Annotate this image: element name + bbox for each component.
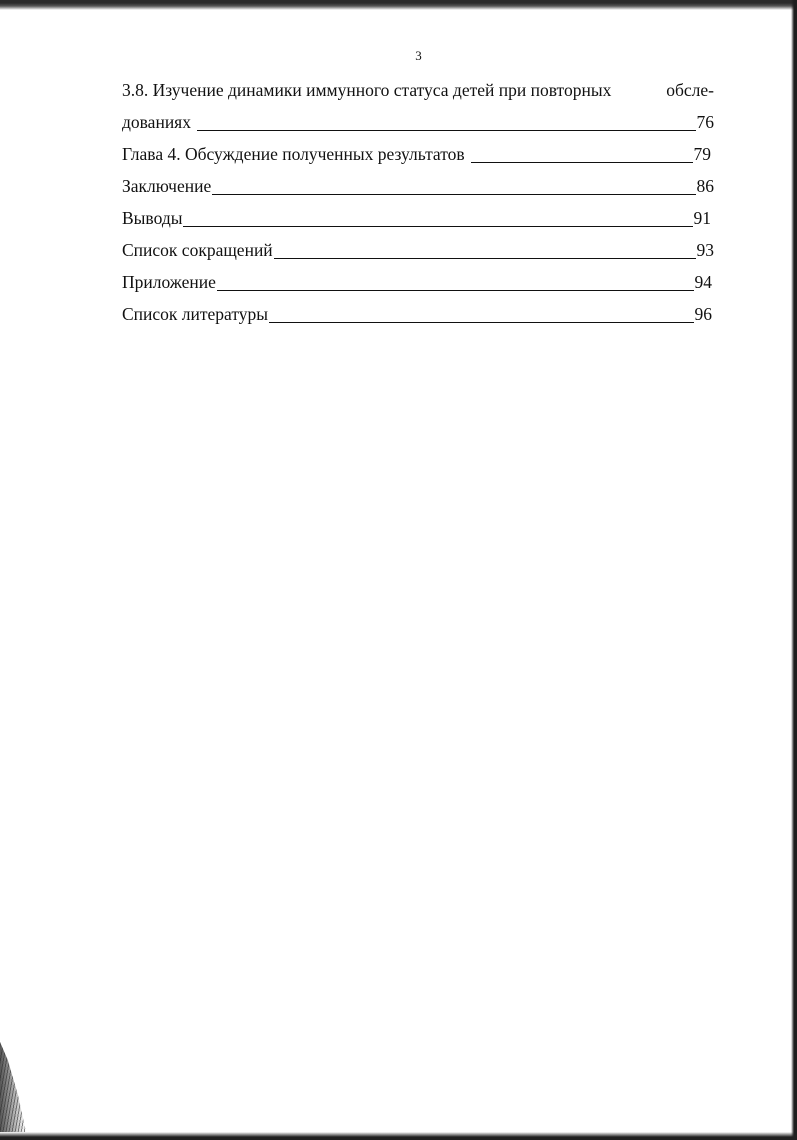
toc-entry-3-8-line-2[interactable] xyxy=(122,106,714,138)
toc-page-number: 96 xyxy=(694,304,712,324)
toc-entry-title: Список литературы xyxy=(122,304,269,324)
toc-entry-3-8-line-1 xyxy=(122,74,714,106)
toc-page-number: 76 xyxy=(696,112,714,132)
toc-page-number: 93 xyxy=(696,240,714,260)
toc-entry-chapter-4[interactable] xyxy=(122,138,711,170)
toc-entry-findings[interactable] xyxy=(122,202,711,234)
toc-entry-title: Глава 4. Обсуждение полученных результатов xyxy=(122,144,465,164)
toc-entry-title: Выводы xyxy=(122,208,183,228)
toc-page-number: 79 xyxy=(693,144,711,164)
scan-edge-right xyxy=(791,0,797,1140)
toc-entry-title: Приложение xyxy=(122,272,216,292)
toc-page-number: 94 xyxy=(694,272,712,292)
toc-entry-title: Заключение xyxy=(122,176,212,196)
toc-leader-line xyxy=(217,290,694,291)
toc-entry-conclusion[interactable] xyxy=(122,170,714,202)
toc-entry-appendix[interactable] xyxy=(122,266,712,298)
toc-leader-line xyxy=(471,162,693,163)
toc-leader-line xyxy=(269,322,693,323)
scan-edge-top xyxy=(0,0,797,10)
toc-page-number: 91 xyxy=(693,208,711,228)
toc-leader-line xyxy=(274,258,696,259)
toc-entry-title: Список сокращений xyxy=(122,240,273,260)
scan-edge-bottom xyxy=(0,1132,797,1140)
toc-entry-title: 3.8. Изучение динамики иммунного статуса детей при повторных xyxy=(122,80,612,100)
toc-entry-title-continuation: обсле- xyxy=(666,80,714,100)
toc-page-number: 86 xyxy=(696,176,714,196)
scan-smudge xyxy=(0,1042,26,1132)
page-number: 3 xyxy=(415,48,422,63)
toc-entry-abbreviations[interactable] xyxy=(122,234,714,266)
toc-leader-line xyxy=(183,226,692,227)
toc-leader-line xyxy=(197,130,696,131)
table-of-contents xyxy=(122,74,722,330)
toc-leader-line xyxy=(212,194,695,195)
toc-entry-title: дованиях xyxy=(122,112,191,132)
toc-entry-references[interactable] xyxy=(122,298,712,330)
